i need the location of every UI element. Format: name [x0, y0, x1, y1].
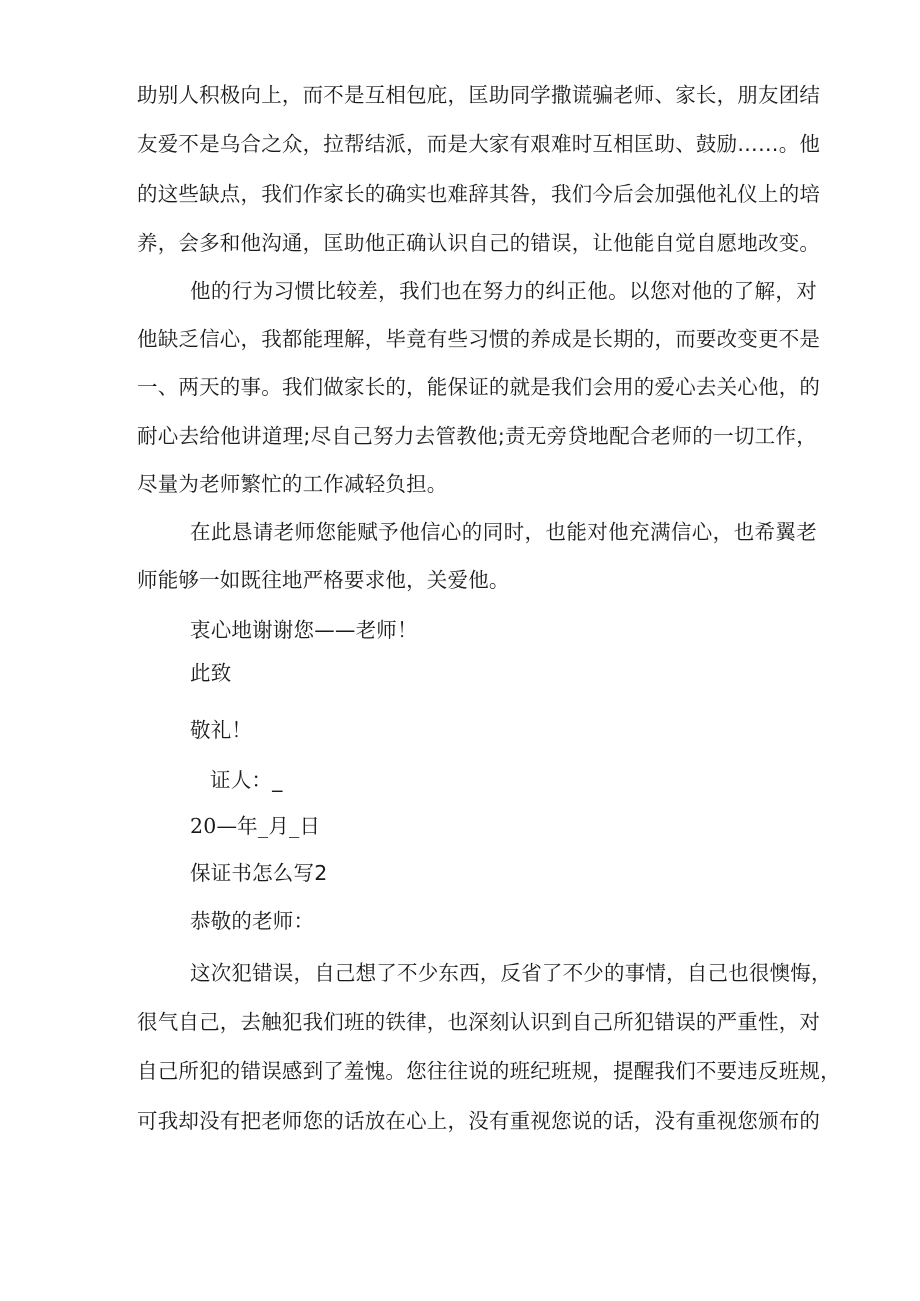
paragraph-line-2: 友爱不是乌合之众，拉帮结派，而是大家有艰难时互相匡助、鼓励……。他 — [137, 132, 821, 156]
paragraph-line-20: 很气自己，去触犯我们班的铁律，也深刻认识到自己所犯错误的严重性，对 — [137, 1010, 821, 1034]
paragraph-line-9: 尽量为老师繁忙的工作减轻负担。 — [137, 472, 448, 496]
paragraph-line-11: 师能够一如既往地严格要求他，关爱他。 — [137, 568, 510, 592]
witness-line: 证人：_ — [210, 768, 283, 792]
paragraph-line-7: 一、两天的事。我们做家长的，能保证的就是我们会用的爱心去关心他，的 — [137, 375, 821, 399]
paragraph-line-1: 助别人积极向上，而不是互相包庇，匡助同学撒谎骗老师、家长，朋友团结 — [137, 83, 821, 107]
paragraph-line-19: 这次犯错误，自己想了不少东西，反省了不少的事情，自己也很懊悔， — [190, 961, 832, 985]
salutation: 恭敬的老师： — [190, 909, 315, 933]
paragraph-line-10: 在此恳请老师您能赋予他信心的同时，也能对他充满信心，也希翼老 — [190, 520, 817, 544]
date-line: 20—年_月_日 — [190, 814, 321, 838]
closing-cizhi: 此致 — [190, 661, 232, 685]
paragraph-line-4: 养，会多和他沟通，匡助他正确认识自己的错误，让他能自觉自愿地改变。 — [137, 231, 821, 255]
closing-jingli: 敬礼！ — [190, 718, 253, 742]
paragraph-line-22: 可我却没有把老师您的话放在心上，没有重视您说的话，没有重视您颁布的 — [137, 1109, 821, 1133]
paragraph-line-3: 的这些缺点，我们作家长的确实也难辞其咎，我们今后会加强他礼仪上的培 — [137, 182, 821, 206]
paragraph-line-21: 自己所犯的错误感到了羞愧。您往往说的班纪班规，提醒我们不要违反班规， — [137, 1059, 841, 1083]
paragraph-line-6: 他缺乏信心，我都能理解，毕竟有些习惯的养成是长期的，而要改变更不是 — [137, 327, 821, 351]
thanks-line: 衷心地谢谢您——老师！ — [190, 618, 418, 642]
paragraph-line-5: 他的行为习惯比较差，我们也在努力的纠正他。以您对他的了解，对 — [190, 279, 817, 303]
section-heading: 保证书怎么写2 — [190, 861, 328, 885]
paragraph-line-8: 耐心去给他讲道理;尽自己努力去管教他;责无旁贷地配合老师的一切工作， — [137, 424, 817, 448]
